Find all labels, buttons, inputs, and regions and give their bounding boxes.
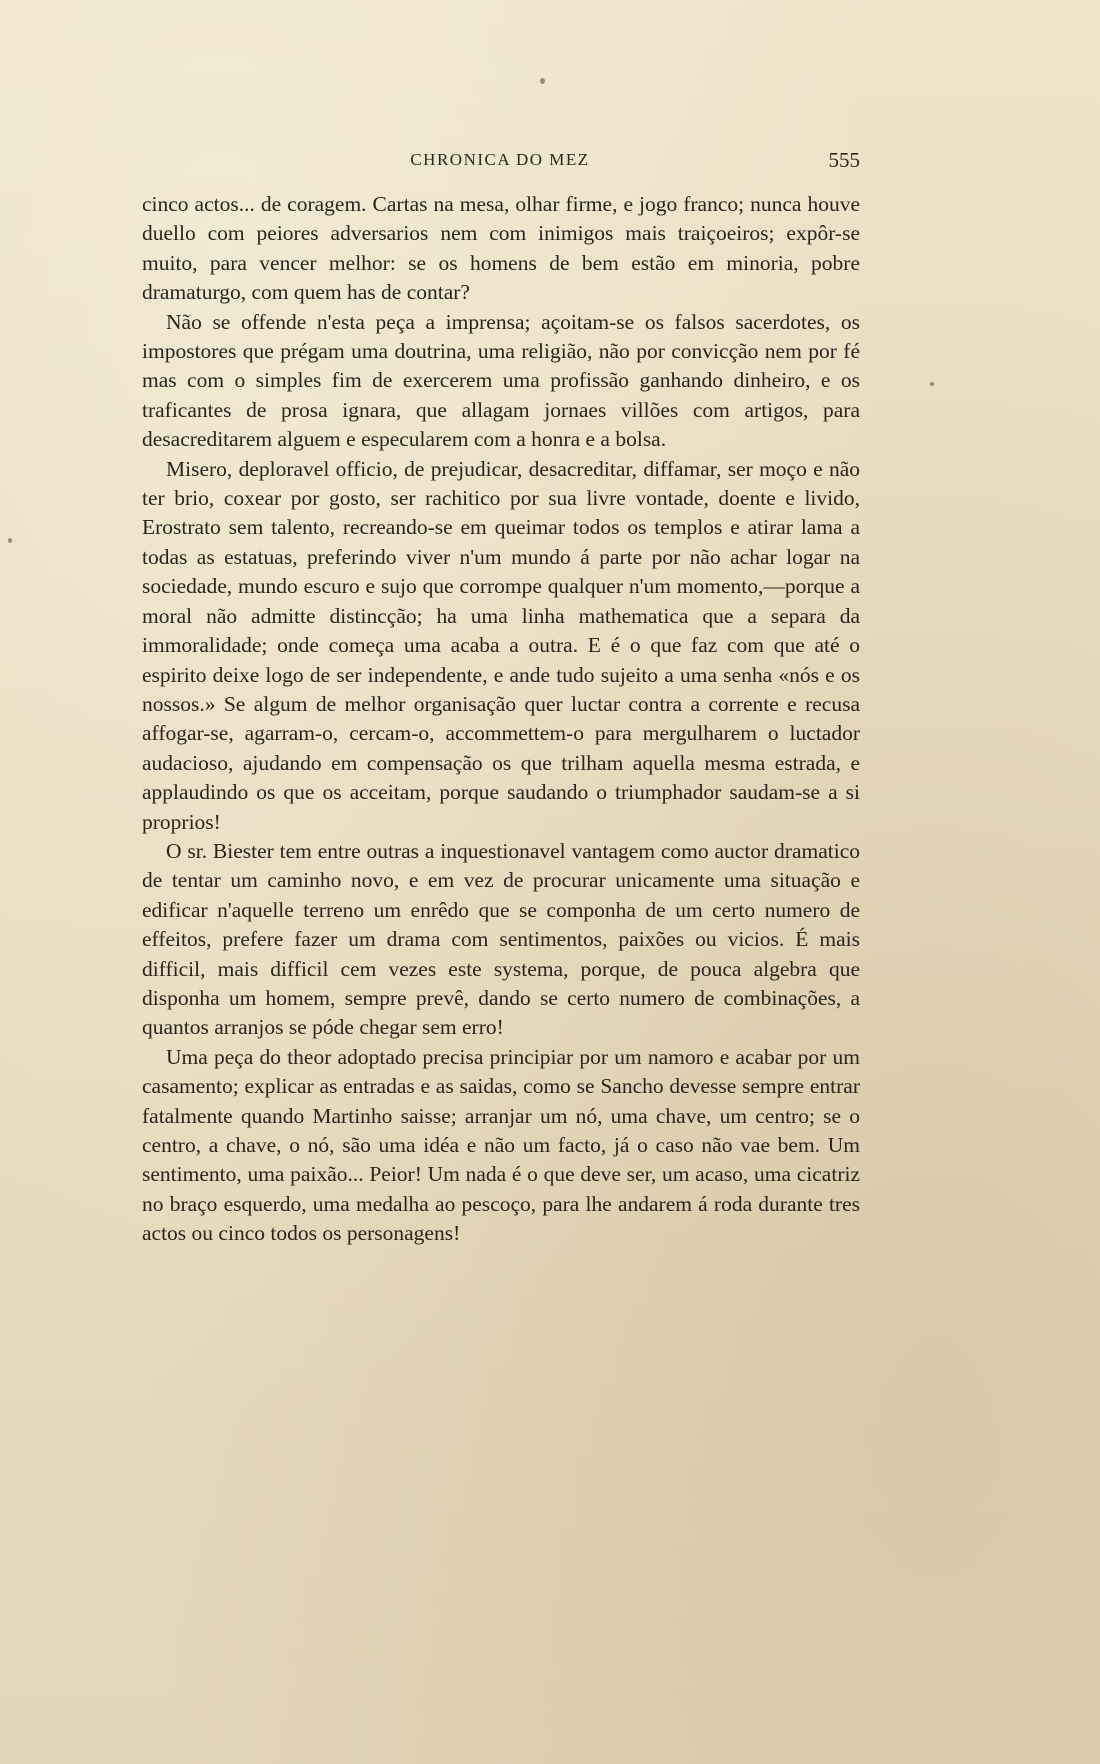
ink-speck bbox=[930, 382, 934, 386]
paragraph-4: O sr. Biester tem entre outras a inquestionavel vantagem como auctor dramatico de tentar um caminho novo, e em vez de procurar unicamente uma situação e edificar n'aquelle terreno um enrêdo que se componha de um certo numero de effeitos, prefere fazer um drama com sentimentos, paixões ou vicios. É mais difficil, mais difficil cem vezes este systema, porque, de pouca algebra que disponha um homem, sempre prevê, dando se certo numero de combinações, a quantos arranjos se póde chegar sem erro! bbox=[142, 838, 860, 1040]
paragraph-2: Não se offende n'esta peça a imprensa; açoitam-se os falsos sacerdotes, os impostores que prégam uma doutrina, uma religião, não por convicção nem por fé mas com o simples fim de exercerem uma profissão ganhando dinheiro, e os traficantes de prosa ignara, que allagam jornaes villões com artigos, para desacreditarem alguem e especularem com a honra e a bolsa. bbox=[142, 309, 860, 452]
page-header bbox=[140, 150, 860, 182]
paragraph-5: Uma peça do theor adoptado precisa principiar por um namoro e acabar por um casamento; explicar as entradas e as saidas, como se Sancho devesse sempre entrar fatalmente quando Martinho saisse; arranjar um nó, uma chave, um centro; se o centro, a chave, o nó, são uma idéa e não um facto, já o caso não vae bem. Um sentimento, uma paixão... Peior! Um nada é o que deve ser, um acaso, uma cicatriz no braço esquerdo, uma medalha ao pescoço, para lhe andarem á roda durante tres actos ou cinco todos os personagens! bbox=[142, 1044, 860, 1246]
paragraph-1: cinco actos... de coragem. Cartas na mesa, olhar firme, e jogo franco; nunca houve duello com peiores adversarios nem com inimigos mais traiçoeiros; expôr-se muito, para vencer melhor: se os homens de bem estão em minoria, pobre dramaturgo, com quem has de contar? bbox=[142, 192, 860, 305]
running-title: CHRONICA DO MEZ bbox=[410, 150, 590, 169]
body-text bbox=[142, 190, 860, 1249]
paragraph-3: Misero, deploravel officio, de prejudicar, desacreditar, diffamar, ser moço e não ter brio, coxear por gosto, ser rachitico por sua livre vontade, doente e livido, Erostrato sem talento, recreando-se em queimar todos os templos e atirar lama a todas as estatuas, preferindo viver n'um mundo á parte por não achar logar na sociedade, mundo escuro e sujo que corrompe qualquer n'um momento,—porque a moral não admitte distincção; ha uma linha mathematica que a separa da immoralidade; onde começa uma acaba a outra. E é o que faz com que até o espirito deixe logo de ser independente, e ande tudo sujeito a uma senha «nós e os nossos.» Se algum de melhor organisação quer luctar contra a corrente e recusa affogar-se, agarram-o, cercam-o, accommettem-o para mergulharem o luctador audacioso, ajudando em compensação os que trilham aquella mesma estrada, e applaudindo os que os acceitam, porque saudando o triumphador saudam-se a si proprios! bbox=[142, 456, 860, 834]
ink-speck bbox=[540, 78, 545, 84]
ink-speck bbox=[8, 538, 12, 543]
page-number: 555 bbox=[828, 148, 860, 172]
